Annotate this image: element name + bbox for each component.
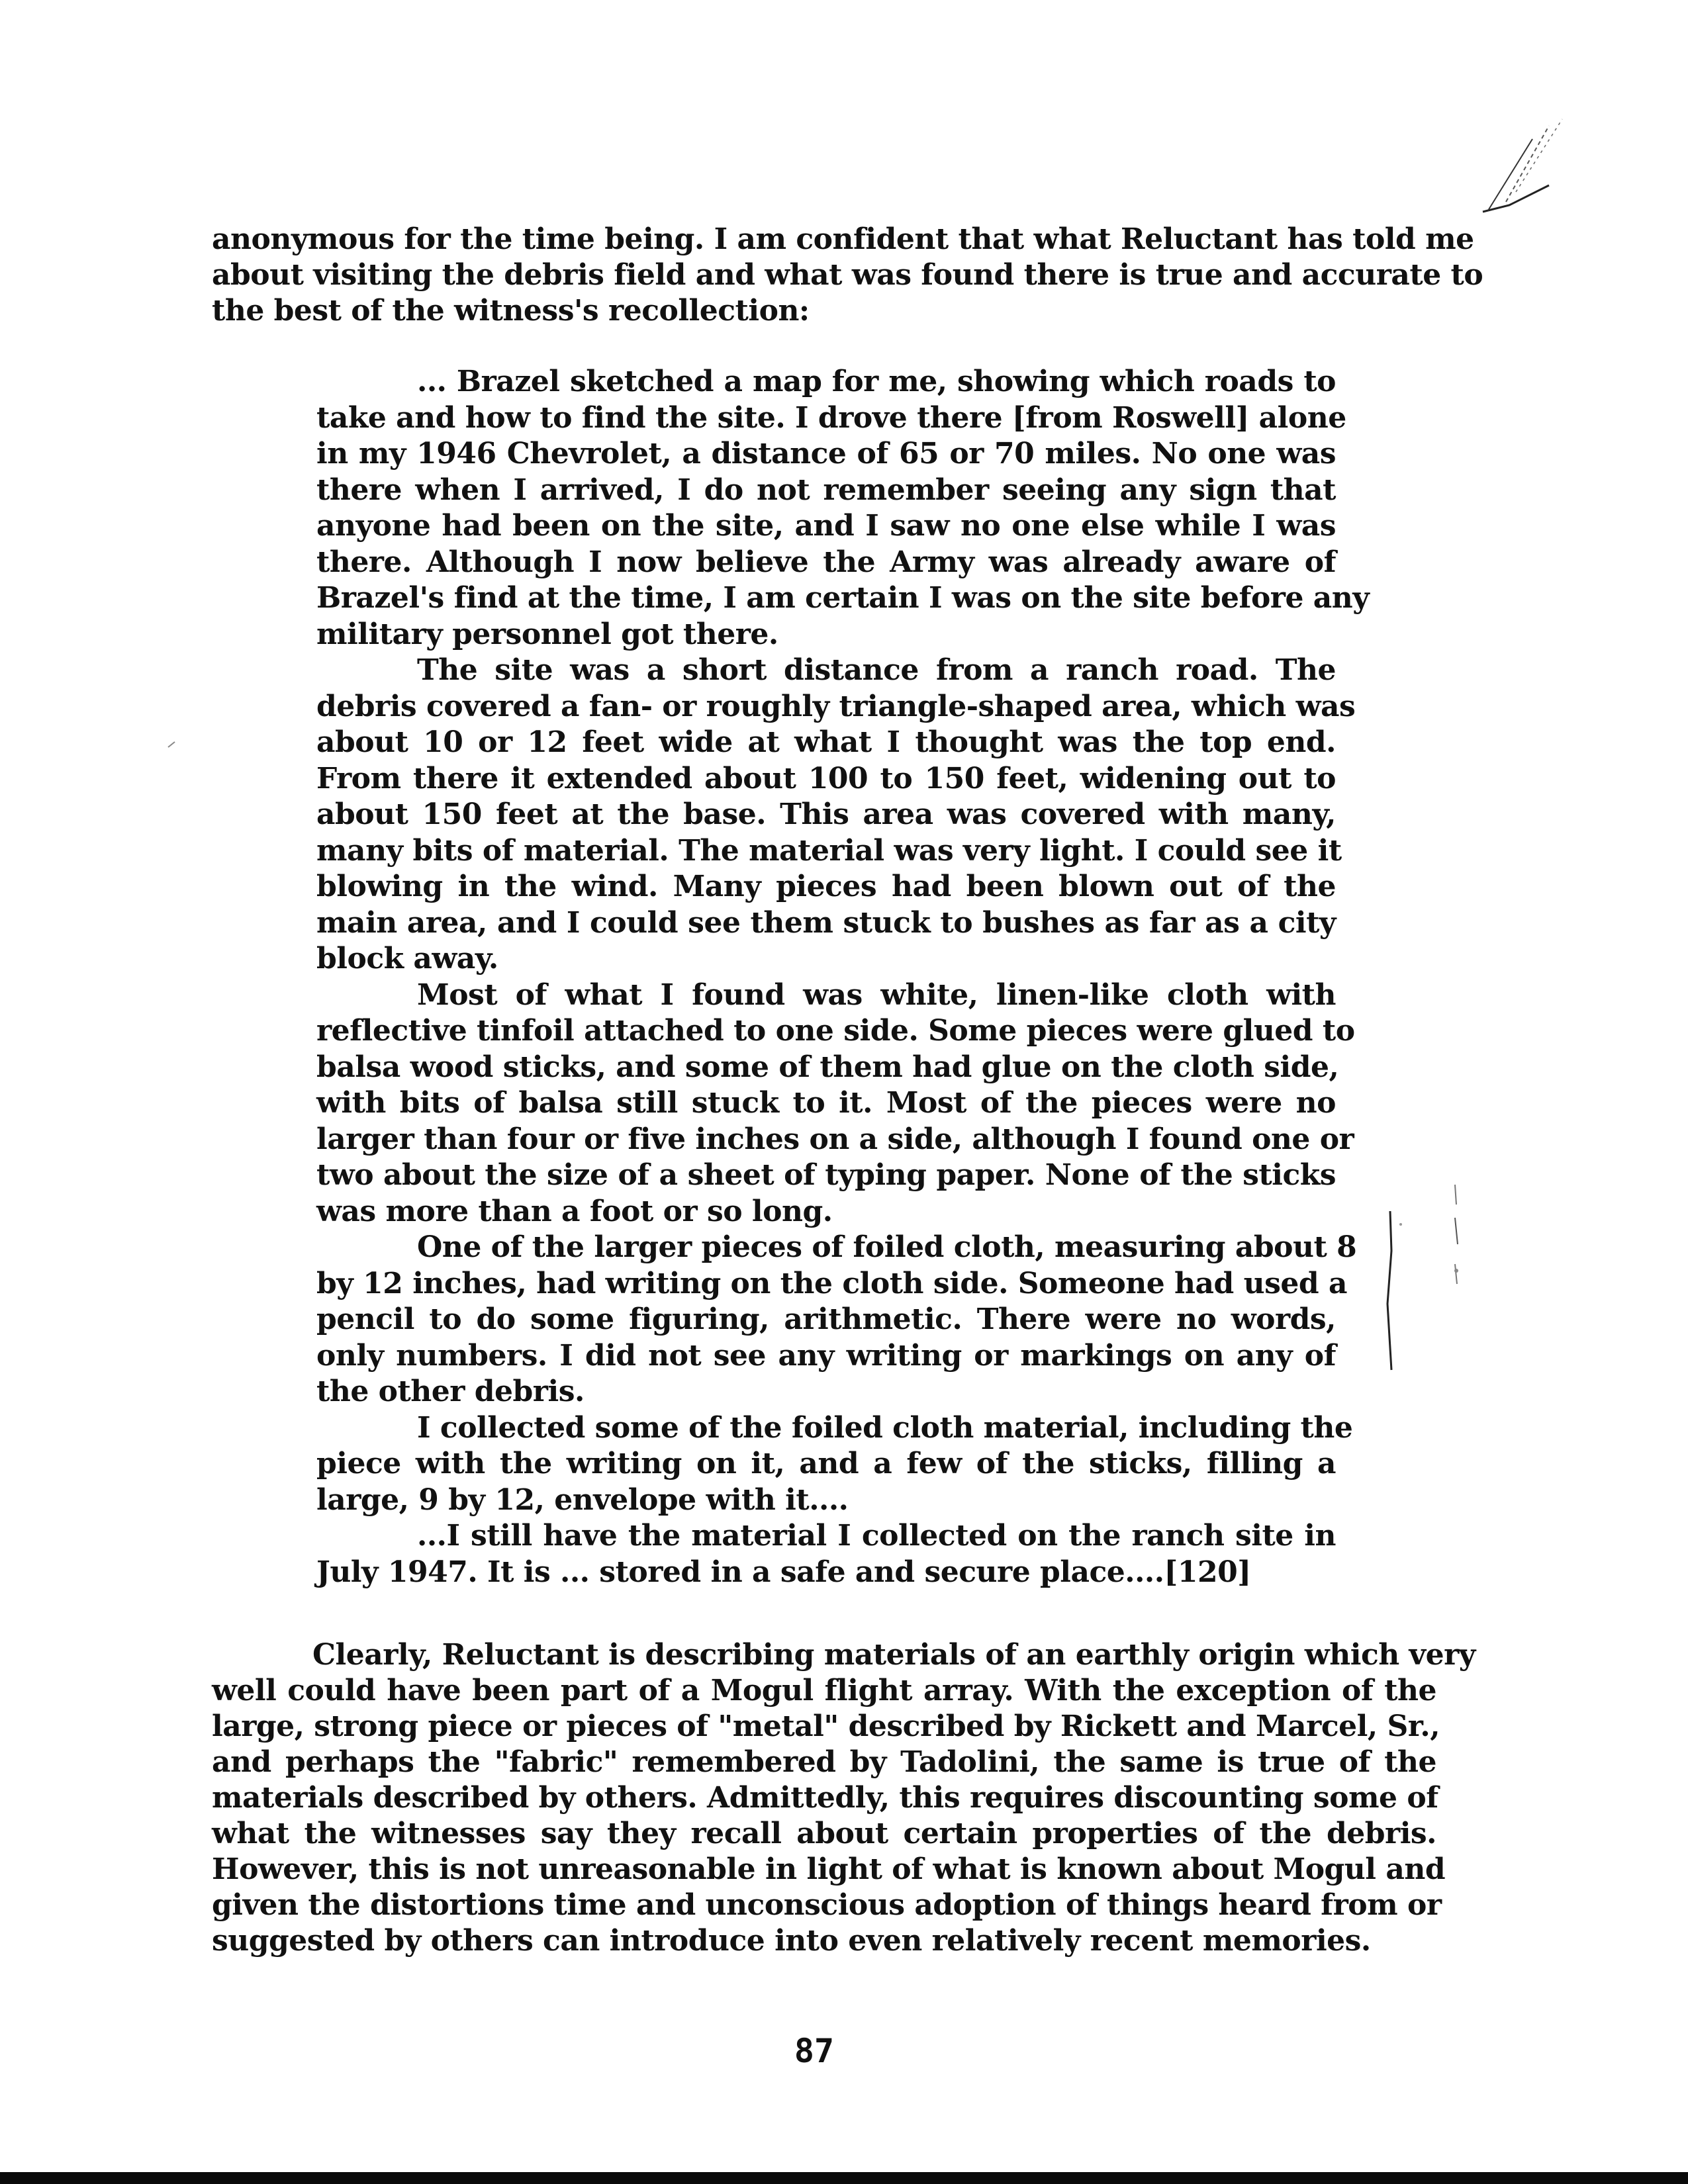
text-line: I collected some of the foiled cloth material, including the — [417, 1410, 1353, 1445]
text-line: July 1947. It is ... stored in a safe and secure place....[120] — [316, 1555, 1251, 1589]
text-line: The site was a short distance from a ranch road. The — [417, 653, 1336, 687]
intro-paragraph — [212, 222, 1483, 329]
text-line: Most of what I found was white, linen-like cloth with — [417, 978, 1336, 1012]
text-line: take and how to find the site. I drove there [from Roswell] alone — [316, 400, 1346, 435]
text-line: well could have been part of a Mogul flight array. With the exception of the — [212, 1674, 1436, 1707]
text-line: large, 9 by 12, envelope with it.... — [316, 1482, 849, 1517]
page-number: 87 — [794, 2032, 835, 2070]
text-line: given the distortions time and unconscious adoption of things heard from or — [212, 1888, 1442, 1922]
text-line: anonymous for the time being. I am confident that what Reluctant has told me — [212, 222, 1474, 256]
text-line: ... Brazel sketched a map for me, showing which roads to — [417, 365, 1336, 398]
text-line: only numbers. I did not see any writing or markings on any of — [316, 1338, 1336, 1373]
text-line: ...I still have the material I collected on the ranch site in — [417, 1519, 1336, 1553]
text-line: larger than four or five inches on a side, although I found one or — [316, 1122, 1354, 1156]
text-line: the best of the witness's recollection: — [212, 294, 810, 328]
text-line: military personnel got there. — [316, 617, 778, 651]
text-line: about 10 or 12 feet wide at what I thought was the top end. — [316, 725, 1336, 759]
quote-paragraph — [316, 653, 1356, 978]
text-line: many bits of material. The material was very light. I could see it — [316, 833, 1342, 868]
text-line: reflective tinfoil attached to one side. Some pieces were glued to — [316, 1014, 1355, 1048]
text-line: the other debris. — [316, 1375, 585, 1408]
closing-paragraph — [212, 1637, 1476, 1959]
text-line: balsa wood sticks, and some of them had glue on the cloth side, — [316, 1050, 1339, 1084]
stray-mark — [165, 738, 179, 751]
text-line: pencil to do some figuring, arithmetic. There were no words, — [316, 1302, 1336, 1336]
quote-paragraph — [316, 978, 1355, 1230]
quote-paragraph — [316, 1518, 1336, 1590]
text-line: block away. — [316, 942, 498, 976]
text-line: From there it extended about 100 to 150 feet, widening out to — [316, 761, 1336, 796]
text-line: Brazel's find at the time, I am certain I was on the site before any — [316, 581, 1370, 615]
text-line: materials described by others. Admittedly, this requires discounting some of — [212, 1781, 1438, 1815]
text-line: was more than a foot or so long. — [316, 1194, 833, 1228]
text-line: in my 1946 Chevrolet, a distance of 65 or 70 miles. No one was — [316, 437, 1336, 471]
text-line: Clearly, Reluctant is describing materials of an earthly origin which very — [312, 1638, 1476, 1672]
text-line: large, strong piece or pieces of "metal" described by Rickett and Marcel, Sr., — [212, 1709, 1440, 1743]
text-line: there when I arrived, I do not remember seeing any sign that — [316, 473, 1336, 507]
text-line: and perhaps the "fabric" remembered by Tadolini, the same is true of the — [212, 1745, 1436, 1779]
margin-bracket-mark — [1377, 1178, 1470, 1377]
text-line: there. Although I now believe the Army was already aware of — [316, 545, 1336, 579]
text-line: suggested by others can introduce into even relatively recent memories. — [212, 1924, 1371, 1958]
text-line: main area, and I could see them stuck to bushes as far as a city — [316, 905, 1336, 940]
text-line: debris covered a fan- or roughly triangle-shaped area, which was — [316, 689, 1356, 723]
scan-edge-bar — [0, 2172, 1688, 2184]
text-line: piece with the writing on it, and a few of the sticks, filling a — [316, 1447, 1336, 1480]
text-line: about visiting the debris field and what was found there is true and accurate to — [212, 258, 1483, 292]
text-line: One of the larger pieces of foiled cloth, measuring about 8 — [417, 1230, 1357, 1264]
handwritten-check-mark — [1470, 113, 1589, 225]
quote-paragraph — [316, 1230, 1357, 1410]
block-quote — [316, 364, 1370, 1590]
quote-paragraph — [316, 1410, 1353, 1519]
text-line: by 12 inches, had writing on the cloth side. Someone had used a — [316, 1266, 1347, 1300]
text-line: two about the size of a sheet of typing paper. None of the sticks — [316, 1158, 1336, 1192]
text-line: blowing in the wind. Many pieces had been blown out of the — [316, 870, 1336, 903]
text-line: with bits of balsa still stuck to it. Most of the pieces were no — [316, 1086, 1336, 1120]
text-line: anyone had been on the site, and I saw no one else while I was — [316, 509, 1336, 543]
text-line: about 150 feet at the base. This area was covered with many, — [316, 797, 1336, 831]
text-line: However, this is not unreasonable in light of what is known about Mogul and — [212, 1852, 1446, 1886]
quote-paragraph — [316, 364, 1370, 653]
text-line: what the witnesses say they recall about certain properties of the debris. — [212, 1817, 1436, 1850]
